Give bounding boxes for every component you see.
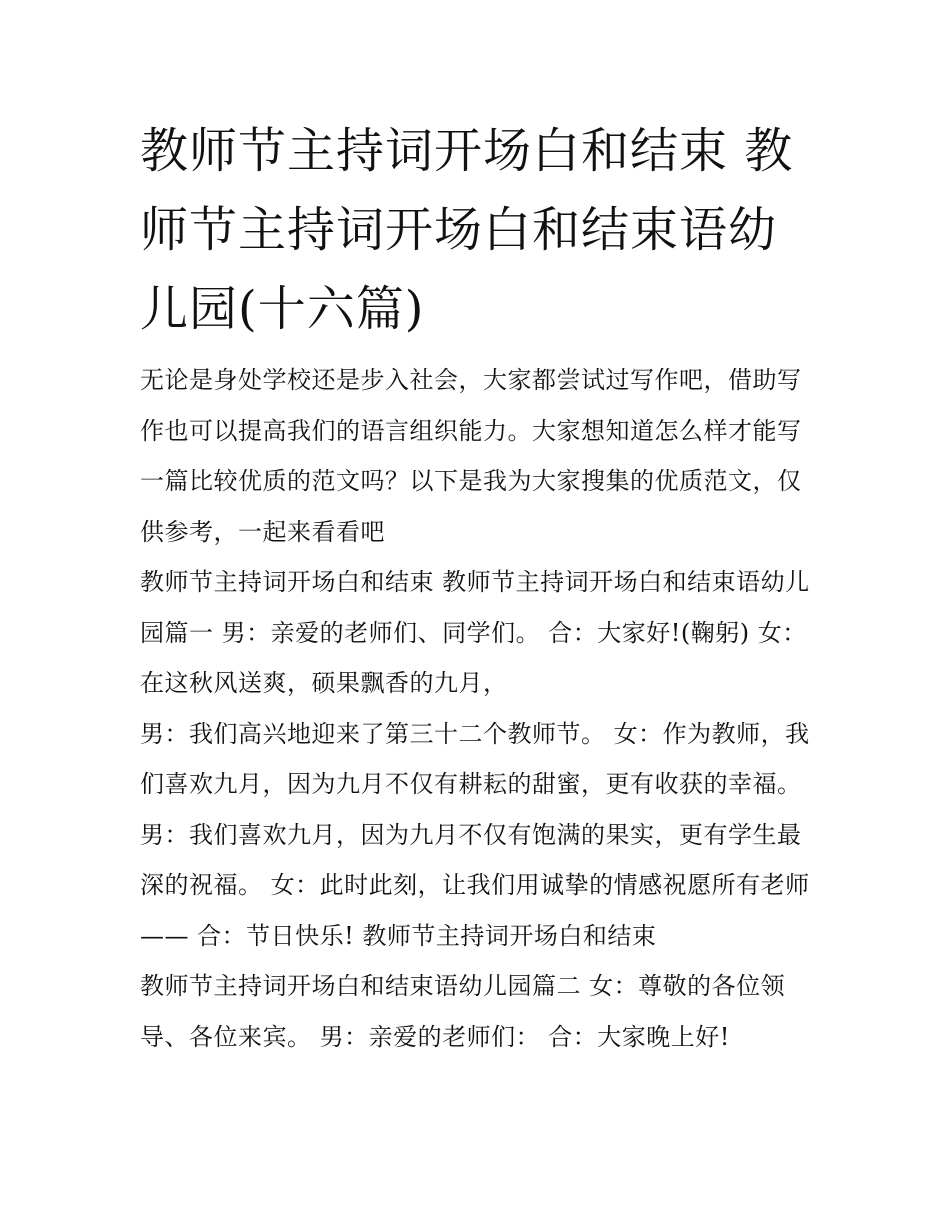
document-page	[140, 112, 816, 1062]
paragraph-teachers-day: 男：我们高兴地迎来了第三十二个教师节。 女：作为教师，我们喜欢九月，因为九月不仅有耕耘的甜蜜，更有收获的幸福。	[140, 719, 810, 798]
paragraph-intro: 无论是身处学校还是步入社会，大家都尝试过写作吧，借助写作也可以提高我们的语言组织能力。大家想知道怎么样才能写一篇比较优质的范文吗？以下是我为大家搜集的优质范文，仅供参考，一起来看看吧	[140, 366, 802, 546]
document-title: 教师节主持词开场白和结束 教师节主持词开场白和结束语幼儿园(十六篇)	[140, 123, 794, 337]
paragraph-part-one-opening: 教师节主持词开场白和结束 教师节主持词开场白和结束语幼儿园篇一 男：亲爱的老师们、同学们。 合：大家好!(鞠躬) 女：在这秋风送爽，硕果飘香的九月，	[140, 568, 810, 697]
paragraph-part-two-opening: 教师节主持词开场白和结束语幼儿园篇二 女：尊敬的各位领导、各位来宾。 男：亲爱的老师们： 合：大家晚上好!	[140, 972, 786, 1051]
document-body	[140, 355, 816, 1062]
paragraph-blessing: 男：我们喜欢九月，因为九月不仅有饱满的果实，更有学生最深的祝福。 女：此时此刻，让我们用诚挚的情感祝愿所有老师—— 合：节日快乐! 教师节主持词开场白和结束	[140, 820, 810, 950]
